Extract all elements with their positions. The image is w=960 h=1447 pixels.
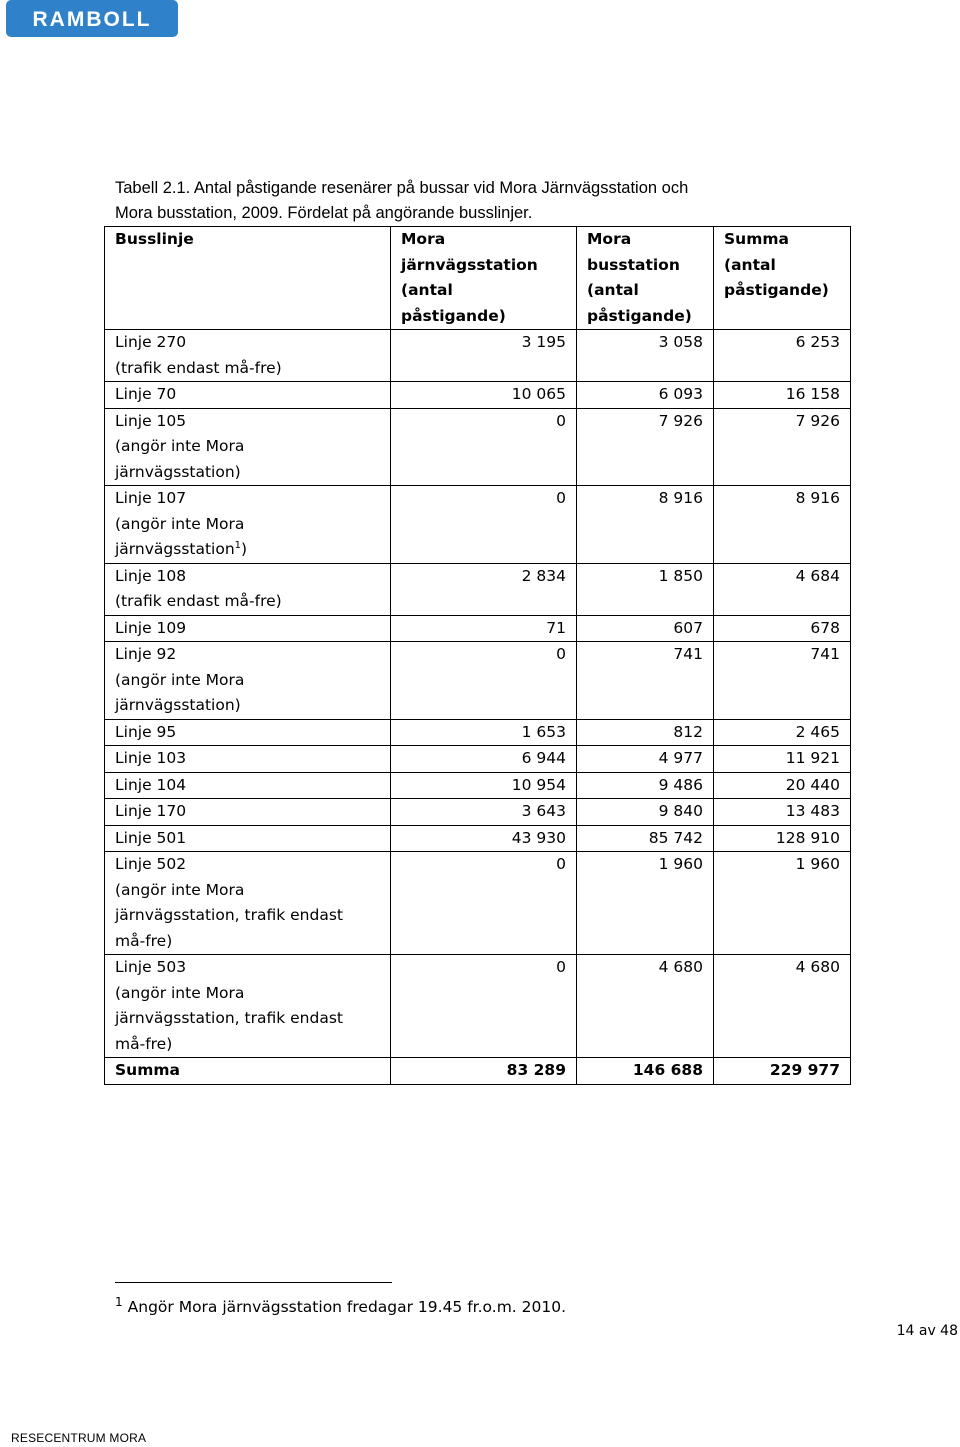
jarnvagsstation-value: 0 bbox=[391, 955, 577, 1058]
header-line: (antal bbox=[587, 281, 639, 299]
busslinje-line: Linje 107 bbox=[115, 489, 187, 507]
summa-value: 20 440 bbox=[714, 772, 851, 799]
busslinje-line: (angör inte Mora bbox=[115, 670, 245, 689]
busslinje-line: Linje 503 bbox=[115, 958, 187, 976]
busstation-value: 8 916 bbox=[577, 486, 714, 564]
table-row bbox=[105, 719, 851, 746]
table-body bbox=[105, 330, 851, 1085]
footnote bbox=[115, 1296, 566, 1318]
summa-value: 2 465 bbox=[714, 719, 851, 746]
jarnvagsstation-value: 6 944 bbox=[391, 746, 577, 773]
busslinje-line-tail: ) bbox=[241, 540, 248, 558]
table-row bbox=[105, 955, 851, 1058]
header-line: Mora bbox=[587, 230, 632, 248]
header-cell bbox=[105, 227, 391, 330]
busstation-value: 607 bbox=[577, 615, 714, 642]
header-line: påstigande) bbox=[401, 306, 506, 325]
busstation-value: 9 486 bbox=[577, 772, 714, 799]
footnote-ref: 1 bbox=[234, 539, 242, 551]
summa-value: 678 bbox=[714, 615, 851, 642]
busslinje-cell bbox=[105, 719, 391, 746]
busslinje-line: Linje 105 bbox=[115, 411, 187, 430]
header-line: påstigande) bbox=[724, 281, 829, 299]
caption-line-2: Mora busstation, 2009. Fördelat på angörande busslinjer. bbox=[115, 204, 533, 222]
table-row bbox=[105, 408, 851, 486]
busslinje-line: järnvägsstation) bbox=[115, 462, 241, 481]
busslinje-line: Linje 502 bbox=[115, 855, 187, 873]
busslinje-line: Linje 103 bbox=[115, 749, 187, 767]
busslinje-cell bbox=[105, 563, 391, 615]
table-row bbox=[105, 746, 851, 773]
page-number: 14 av 48 bbox=[896, 1323, 958, 1339]
caption-line-1: Tabell 2.1. Antal påstigande resenärer på bussar vid Mora Järnvägsstation och bbox=[115, 179, 689, 197]
summa-value: 1 960 bbox=[714, 852, 851, 955]
busstation-value: 4 680 bbox=[577, 955, 714, 1058]
busstation-value: 4 977 bbox=[577, 746, 714, 773]
jarnvagsstation-value: 10 065 bbox=[391, 382, 577, 409]
busslinje-line: Linje 170 bbox=[115, 802, 187, 820]
jarnvagsstation-value: 2 834 bbox=[391, 563, 577, 615]
table-row bbox=[105, 615, 851, 642]
busslinje-line: (trafik endast må-fre) bbox=[115, 592, 282, 610]
busslinje-cell bbox=[105, 486, 391, 564]
jarnvagsstation-value: 3 195 bbox=[391, 330, 577, 382]
header-line: Busslinje bbox=[115, 230, 194, 248]
busslinje-cell bbox=[105, 746, 391, 773]
ramboll-logo-wordmark bbox=[17, 7, 167, 31]
busslinje-cell bbox=[105, 615, 391, 642]
table-row bbox=[105, 486, 851, 564]
jarnvagsstation-value: 0 bbox=[391, 852, 577, 955]
footnote-text: Angör Mora järnvägsstation fredagar 19.45 fr.o.m. 2010. bbox=[127, 1298, 567, 1316]
busslinje-cell bbox=[105, 955, 391, 1058]
jarnvagsstation-value: 0 bbox=[391, 408, 577, 486]
busslinje-line: Linje 109 bbox=[115, 618, 187, 637]
busstation-value: 9 840 bbox=[577, 799, 714, 826]
table-row bbox=[105, 852, 851, 955]
busslinje-cell bbox=[105, 382, 391, 409]
busslinje-cell bbox=[105, 408, 391, 486]
jarnvagsstation-value: 1 653 bbox=[391, 719, 577, 746]
busslinje-line: må-fre) bbox=[115, 931, 173, 950]
total-summa: 229 977 bbox=[714, 1058, 851, 1085]
jarnvagsstation-value: 10 954 bbox=[391, 772, 577, 799]
busstation-value: 1 850 bbox=[577, 563, 714, 615]
summa-value: 741 bbox=[714, 642, 851, 720]
busslinje-line: (angör inte Mora bbox=[115, 880, 245, 899]
summa-value: 8 916 bbox=[714, 486, 851, 564]
summa-value: 4 684 bbox=[714, 563, 851, 615]
summa-value: 16 158 bbox=[714, 382, 851, 409]
table-caption bbox=[115, 176, 835, 226]
summa-value: 128 910 bbox=[714, 825, 851, 852]
jarnvagsstation-value: 43 930 bbox=[391, 825, 577, 852]
busslinje-line: Linje 501 bbox=[115, 828, 187, 847]
table-row bbox=[105, 825, 851, 852]
busslinje-line: Linje 70 bbox=[115, 385, 177, 403]
table-row bbox=[105, 642, 851, 720]
jarnvagsstation-value: 0 bbox=[391, 486, 577, 564]
footnote-mark: 1 bbox=[115, 1294, 123, 1309]
busstation-value: 7 926 bbox=[577, 408, 714, 486]
logo-text: RAMBOLL bbox=[32, 7, 152, 31]
busslinje-line: järnvägsstation) bbox=[115, 696, 241, 714]
busslinje-cell bbox=[105, 642, 391, 720]
table-row bbox=[105, 330, 851, 382]
total-busstation: 146 688 bbox=[577, 1058, 714, 1085]
summa-value: 13 483 bbox=[714, 799, 851, 826]
table-row bbox=[105, 563, 851, 615]
busslinje-line: Linje 108 bbox=[115, 566, 187, 585]
busslinje-line: Linje 92 bbox=[115, 645, 177, 663]
busslinje-line: Linje 104 bbox=[115, 775, 187, 794]
busslinje-line: järnvägsstation, trafik endast bbox=[115, 906, 343, 924]
ramboll-logo bbox=[6, 0, 178, 37]
busslinje-line: järnvägsstation bbox=[115, 540, 235, 558]
busstation-value: 3 058 bbox=[577, 330, 714, 382]
busstation-value: 1 960 bbox=[577, 852, 714, 955]
total-label: Summa bbox=[105, 1058, 391, 1085]
header-line: järnvägsstation bbox=[401, 255, 538, 274]
header-line: (antal bbox=[401, 281, 453, 299]
total-row bbox=[105, 1058, 851, 1085]
busslinje-cell bbox=[105, 799, 391, 826]
table-row bbox=[105, 799, 851, 826]
footnote-rule bbox=[115, 1282, 392, 1283]
jarnvagsstation-value: 71 bbox=[391, 615, 577, 642]
header-cell bbox=[714, 227, 851, 330]
busslinje-cell bbox=[105, 852, 391, 955]
summa-value: 7 926 bbox=[714, 408, 851, 486]
busslinje-line: må-fre) bbox=[115, 1034, 173, 1053]
summa-value: 11 921 bbox=[714, 746, 851, 773]
header-line: Mora bbox=[401, 230, 446, 248]
busslinje-line: (trafik endast må-fre) bbox=[115, 358, 282, 377]
busslinje-line: Linje 270 bbox=[115, 333, 187, 351]
passenger-table bbox=[104, 226, 851, 1085]
header-line: Summa bbox=[724, 230, 789, 248]
table-header bbox=[105, 227, 851, 330]
header-line: (antal bbox=[724, 255, 776, 274]
busslinje-line: (angör inte Mora bbox=[115, 437, 245, 455]
total-jarnvagsstation: 83 289 bbox=[391, 1058, 577, 1085]
busstation-value: 85 742 bbox=[577, 825, 714, 852]
jarnvagsstation-value: 0 bbox=[391, 642, 577, 720]
summa-value: 4 680 bbox=[714, 955, 851, 1058]
busslinje-cell bbox=[105, 772, 391, 799]
busslinje-line: järnvägsstation, trafik endast bbox=[115, 1009, 343, 1027]
summa-value: 6 253 bbox=[714, 330, 851, 382]
busslinje-line: (angör inte Mora bbox=[115, 514, 245, 533]
busslinje-line: (angör inte Mora bbox=[115, 983, 245, 1002]
table-row bbox=[105, 382, 851, 409]
busslinje-cell bbox=[105, 330, 391, 382]
document-footer: RESECENTRUM MORA bbox=[11, 1431, 147, 1445]
header-row bbox=[105, 227, 851, 330]
busstation-value: 741 bbox=[577, 642, 714, 720]
busstation-value: 812 bbox=[577, 719, 714, 746]
header-cell bbox=[391, 227, 577, 330]
header-line: påstigande) bbox=[587, 306, 692, 325]
table-row bbox=[105, 772, 851, 799]
busstation-value: 6 093 bbox=[577, 382, 714, 409]
header-cell bbox=[577, 227, 714, 330]
jarnvagsstation-value: 3 643 bbox=[391, 799, 577, 826]
busslinje-cell bbox=[105, 825, 391, 852]
header-line: busstation bbox=[587, 255, 680, 274]
busslinje-line: Linje 95 bbox=[115, 722, 177, 741]
